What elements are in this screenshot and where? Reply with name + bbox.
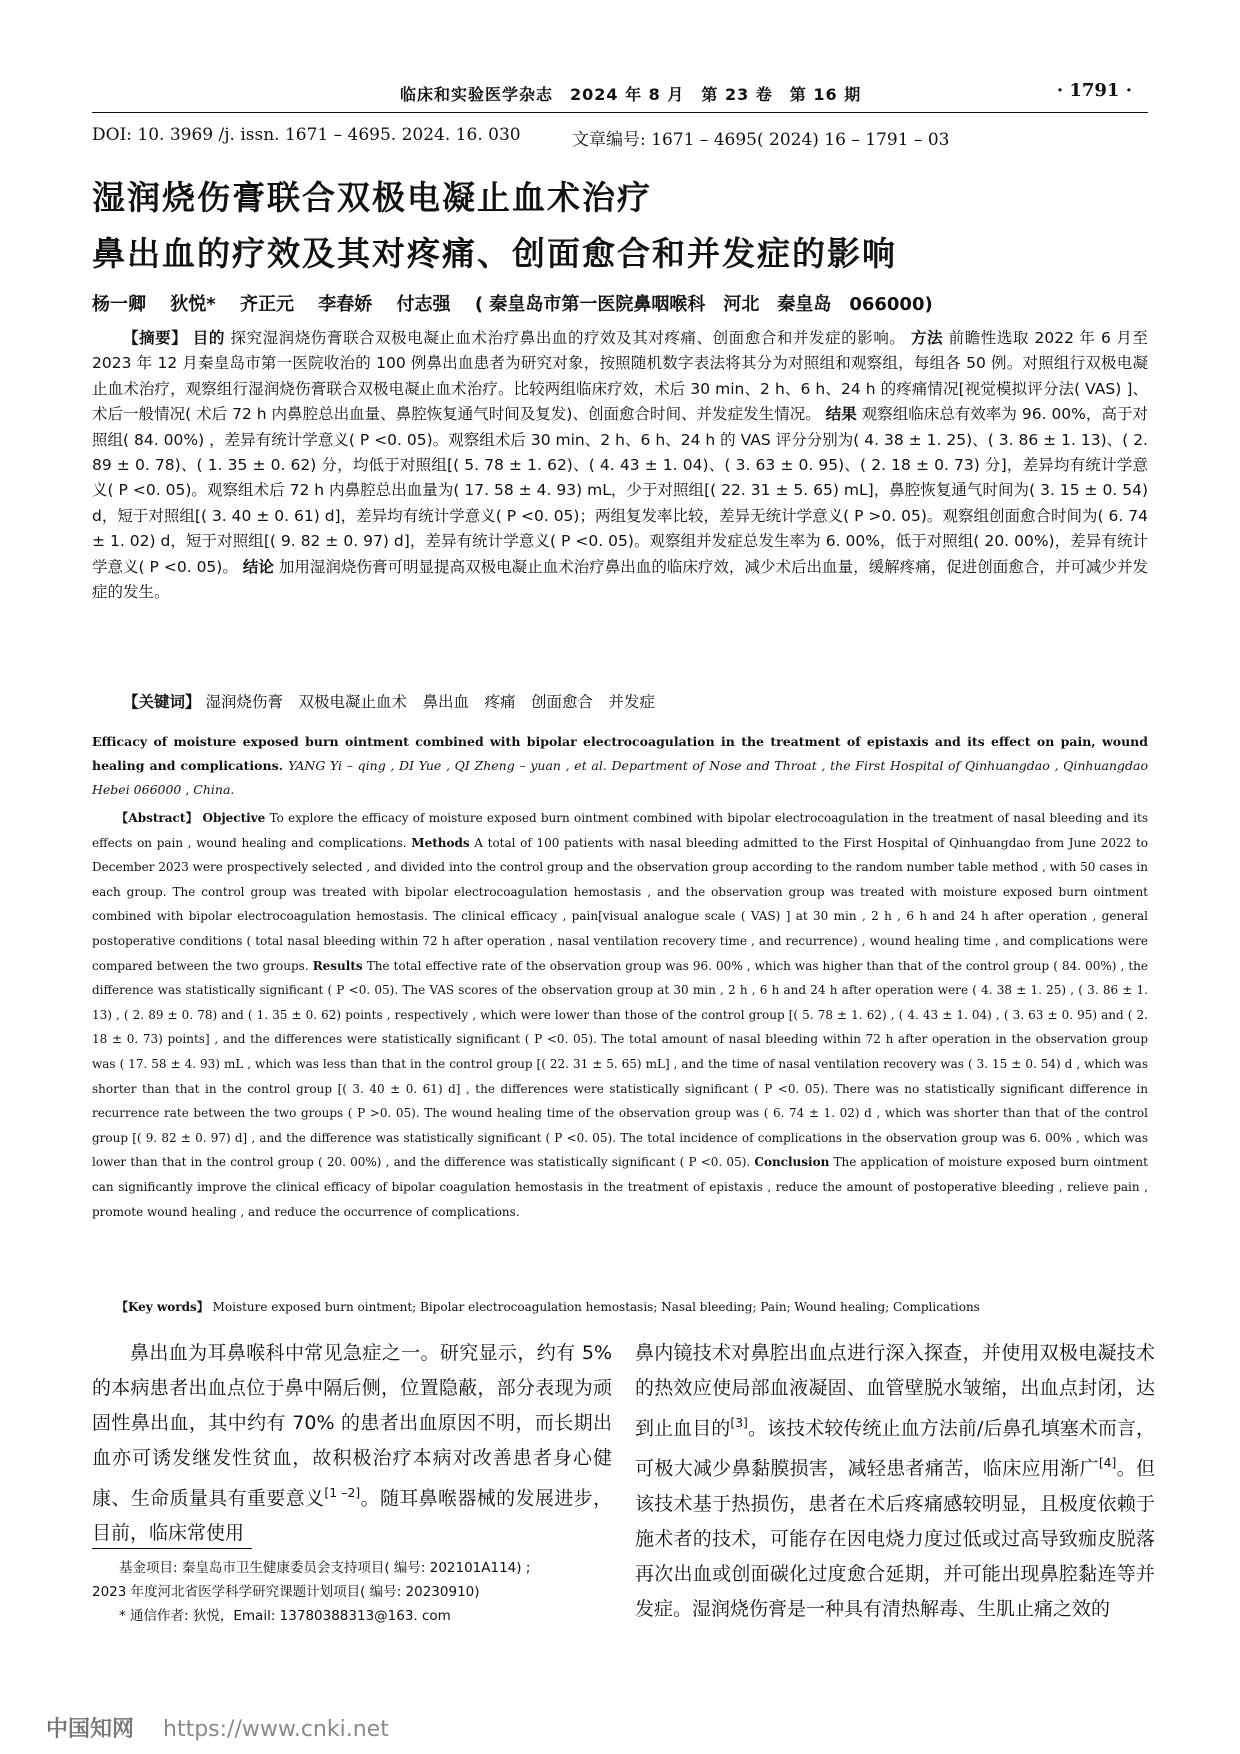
watermark-brand: 中国知网 xyxy=(46,1717,135,1742)
affiliation: ( 秦皇岛市第一医院鼻咽喉科 河北 秦皇岛 066000) xyxy=(474,294,933,315)
english-authors: YANG Yi – qing , DI Yue , QI Zheng – yuan , et al. Department of Nose and Throat , the First Hospital of Qinhuangdao , Qinhuangdao Hebei 066000 , China. xyxy=(92,758,1149,797)
en-objective-text: To explore the efficacy of moisture exposed burn ointment combined with bipolar electrocoagulation in the treatment of nasal bleeding and its effects on pain , wound healing and complications. xyxy=(92,811,1148,850)
en-keywords-text: Moisture exposed burn ointment; Bipolar electrocoagulation hemostasis; Nasal bleeding; Pain; Wound healing; Complications xyxy=(212,1300,980,1314)
en-results-label: Results xyxy=(312,958,363,973)
en-keywords-label: 【Key words】 xyxy=(116,1300,209,1314)
cnki-watermark xyxy=(46,1712,389,1743)
body-column-right xyxy=(635,1336,1155,1627)
body-text: 。但该技术基于热损伤，患者在术后疼痛感较明显，且极度依赖于施术者的技术，可能存在因电烧力度过低或过高导致痂皮脱落再次出血或创面碳化过度愈合延期，并可能出现鼻腔黏连等并发症。湿润烧伤膏是一种具有清热解毒、生肌止痛之效的 xyxy=(635,1457,1155,1620)
chinese-keywords xyxy=(92,690,1148,712)
results-text: 观察组临床总有效率为 96. 00%，高于对照组( 84. 00%) ，差异有统计学意义( P <0. 05)。观察组术后 30 min、2 h、6 h、24 h 的 VAS 评分分别为( 4. 38 ± 1. 25)、( 3. 86 ± 1. 13)、( 2. 89 ± 0. 78)、( 1. 35 ± 0. 62) 分，均低于对照组[( 5. 78 ± 1. 62)、( 4. 43 ± 1. 04)、( 3. 63 ± 0. 95)、( 2. 18 ± 0. 73) 分]，差异均有统计学意义( P <0. 05)。观察组术后 72 h 内鼻腔总出血量为( 17. 58 ± 4. 93) mL，少于对照组[( 22. 31 ± 5. 65) mL]，鼻腔恢复通气时间为( 3. 15 ± 0. 54) d，短于对照组[( 3. 40 ± 0. 61) d]，差异均有统计学意义( P <0. 05)；两组复发率比较，差异无统计学意义( P >0. 05)。观察组创面愈合时间为( 6. 74 ± 1. 02) d，短于对照组[( 9. 82 ± 0. 97) d]，差异有统计学意义( P <0. 05)。观察组并发症总发生率为 6. 00%，低于对照组( 20. 00%)，差异有统计学意义( P <0. 05)。 xyxy=(92,405,1148,576)
english-title-block xyxy=(92,730,1148,802)
en-results-text: The total effective rate of the observation group was 96. 00% , which was higher than that of the control group ( 84. 00%) , the difference was statistically significant ( P <0. 05). The VAS scores of the observation group at 30 min , 2 h , 6 h and 24 h after operation were ( 4. 38 ± 1. 25) , ( 3. 86 ± 1. 13) , ( 2. 89 ± 0. 78) and ( 1. 35 ± 0. 62) points , respectively , which were lower than those of the control group [( 5. 78 ± 1. 62) , ( 4. 43 ± 1. 04) , ( 3. 63 ± 0. 95) and ( 2. 18 ± 0. 73) points] , and the differences were statistically significant ( P <0. 05). The total amount of nasal bleeding within 72 h after operation in the observation group was ( 17. 58 ± 4. 93) mL , which was less than that in the control group [( 22. 31 ± 5. 65) mL] , and the time of nasal ventilation recovery was ( 3. 15 ± 0. 54) d , which was shorter than that in the control group [( 3. 40 ± 0. 61) d] , the differences were statistically significant ( P <0. 05). There was no statistically significant difference in recurrence rate between the two groups ( P >0. 05). The wound healing time of the observation group was ( 6. 74 ± 1. 02) d , which was shorter than that of the control group [( 9. 82 ± 0. 97) d] , and the difference was statistically significant ( P <0. 05). The total incidence of complications in the observation group was 6. 00% , which was lower than that in the control group ( 20. 00%) , and the difference was statistically significant ( P <0. 05). xyxy=(92,958,1148,1170)
author: 狄悦* xyxy=(170,294,216,315)
citation: [3] xyxy=(730,1416,748,1430)
body-text: 。随耳鼻喉器械的发展进步，目前，临床常使用 xyxy=(92,1487,612,1545)
methods-label: 方法 xyxy=(910,329,944,347)
body-text: 鼻内镜技术对鼻腔出血点进行深入探查，并使用双极电凝技术的热效应使局部血液凝固、血管壁脱水皱缩，出血点封闭，达到止血目的 xyxy=(635,1342,1155,1440)
doi: DOI: 10. 3969 /j. issn. 1671 – 4695. 2024. 16. 030 xyxy=(92,125,521,145)
objective-text: 探究湿润烧伤膏联合双极电凝止血术治疗鼻出血的疗效及其对疼痛、创面愈合和并发症的影响。 xyxy=(230,329,906,347)
page-number: · 1791 · xyxy=(1056,80,1132,101)
fund-line: 2023 年度河北省医学科学研究课题计划项目( 编号: 20230910) xyxy=(92,1584,480,1600)
running-header xyxy=(0,78,1240,108)
chinese-abstract xyxy=(92,326,1148,605)
citation: [4] xyxy=(1098,1456,1117,1471)
watermark-url: https://www.cnki.net xyxy=(163,1717,389,1742)
en-conclusion-text: The application of moisture exposed burn ointment can significantly improve the clinical efficacy of bipolar coagulation hemostasis in the treatment of epistaxis , reduce the amount of postoperative bleeding , relieve pain , promote wound healing , and reduce the occurrence of complications. xyxy=(92,1155,1148,1219)
author: 付志强 xyxy=(396,294,451,315)
objective-label: 目的 xyxy=(192,329,225,347)
en-conclusion-label: Conclusion xyxy=(754,1155,830,1170)
keywords-text: 湿润烧伤膏 双极电凝止血术 鼻出血 疼痛 创面愈合 并发症 xyxy=(205,693,655,711)
results-label: 结果 xyxy=(825,405,857,424)
body-text: 鼻出血为耳鼻喉科中常见急症之一。研究显示，约有 5% 的本病患者出血点位于鼻中隔后侧，位置隐蔽，部分表现为顽固性鼻出血，其中约有 70% 的患者出血原因不明，而长期出血亦可诱发继发性贫血，故积极治疗本病对改善患者身心健康、生命质量具有重要意义 xyxy=(92,1342,612,1510)
author-line xyxy=(92,290,951,316)
header-rule xyxy=(92,112,1148,113)
title-line-1: 湿润烧伤膏联合双极电凝止血术治疗 xyxy=(92,178,652,217)
footnotes xyxy=(92,1556,612,1628)
conclusion-text: 加用湿润烧伤膏可明显提高双极电凝止血术治疗鼻出血的临床疗效，减少术后出血量，缓解疼痛，促进创面愈合，并可减少并发症的发生。 xyxy=(92,557,1148,602)
en-methods-label: Methods xyxy=(411,835,470,850)
journal-line: 临床和实验医学杂志 2024 年 8 月 第 23 卷 第 16 期 xyxy=(400,85,862,104)
fund-line: 基金项目: 秦皇岛市卫生健康委员会支持项目( 编号: 202101A114) ; xyxy=(119,1560,531,1576)
en-methods-text: A total of 100 patients with nasal bleeding admitted to the First Hospital of Qinhuangdao from June 2022 to December 2023 were prospectively selected , and divided into the control group and the observation group according to the random number table method , with 50 cases in each group. The control group was treated with bipolar electrocoagulation hemostasis , and the observation group was treated with moisture exposed burn ointment combined with bipolar electrocoagulation hemostasis. The clinical efficacy , pain[visual analogue scale ( VAS) ] at 30 min , 2 h , 6 h and 24 h after operation , general postoperative conditions ( total nasal bleeding within 72 h after operation , nasal ventilation recovery time , and recurrence) , wound healing time , and complications were compared between the two groups. xyxy=(92,835,1148,973)
english-keywords xyxy=(92,1298,1148,1315)
author: 齐正元 xyxy=(239,294,294,315)
en-objective-label: Objective xyxy=(202,811,266,825)
title-line-2: 鼻出血的疗效及其对疼痛、创面愈合和并发症的影响 xyxy=(92,234,897,273)
abstract-label: 【摘要】 xyxy=(123,329,188,347)
citation: [1 –2] xyxy=(324,1486,361,1500)
body-column-left xyxy=(92,1336,612,1551)
corresponding-author: * 通信作者: 狄悦，Email: 13780388313@163. com xyxy=(119,1608,451,1624)
english-title: Efficacy of moisture exposed burn ointment combined with bipolar electrocoagulation in the treatment of epistaxis and its effect on pain, wound healing and complications. xyxy=(92,734,1148,773)
conclusion-label: 结论 xyxy=(242,557,274,576)
keywords-label: 【关键词】 xyxy=(123,693,201,711)
author: 杨一卿 xyxy=(92,294,146,315)
footnote-rule xyxy=(92,1548,252,1549)
methods-text: 前瞻性选取 2022 年 6 月至 2023 年 12 月秦皇岛市第一医院收治的 100 例鼻出血患者为研究对象，按照随机数字表法将其分为对照组和观察组，每组各 50 例。对照组行双极电凝止血术治疗，观察组行湿润烧伤膏联合双极电凝止血术治疗。比较两组临床疗效，术后 30 min、2 h、6 h、24 h 的疼痛情况[视觉模拟评分法( VAS) ]、术后一般情况( 术后 72 h 内鼻腔总出血量、鼻腔恢复通气时间及复发)、创面愈合时间、并发症发生情况。 xyxy=(92,329,1148,424)
english-abstract xyxy=(92,806,1148,1224)
en-abstract-label: 【Abstract】 xyxy=(116,811,199,825)
author: 李春娇 xyxy=(318,294,373,315)
article-number: 文章编号: 1671 – 4695( 2024) 16 – 1791 – 03 xyxy=(572,130,950,150)
body-text: 。该技术较传统止血方法前/后鼻孔填塞术而言，可极大减少鼻黏膜损害，减轻患者痛苦，临床应用渐广 xyxy=(635,1417,1155,1480)
